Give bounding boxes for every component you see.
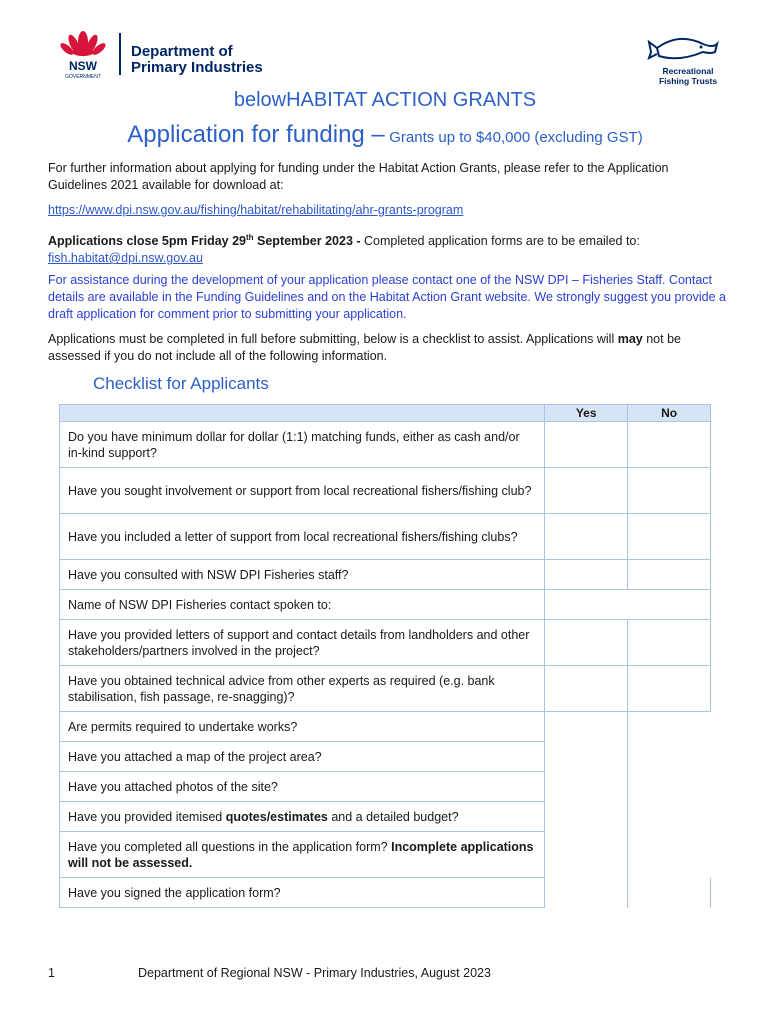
table-row bbox=[60, 468, 711, 514]
question-contact-name: Name of NSW DPI Fisheries contact spoken to: bbox=[60, 590, 545, 620]
subtitle-main: Application for funding – bbox=[127, 121, 385, 148]
yes-checkbox[interactable] bbox=[545, 666, 628, 712]
page-number: 1 bbox=[48, 966, 55, 980]
no-checkbox[interactable] bbox=[628, 468, 711, 514]
table-row bbox=[60, 514, 711, 560]
footer-text: Department of Regional NSW - Primary Industries, August 2023 bbox=[138, 966, 491, 980]
no-checkbox[interactable] bbox=[628, 666, 711, 712]
yes-checkbox[interactable] bbox=[545, 514, 628, 560]
yes-checkbox[interactable] bbox=[545, 560, 628, 590]
no-checkbox[interactable] bbox=[628, 620, 711, 666]
no-cell-empty bbox=[628, 712, 711, 742]
contact-name-field[interactable] bbox=[545, 590, 711, 620]
nsw-logo-text: NSW bbox=[69, 59, 97, 73]
document-title: belowHABITAT ACTION GRANTS bbox=[233, 89, 537, 111]
closing-date-text: Applications close 5pm Friday 29th September 2023 - bbox=[48, 233, 361, 249]
question-landholder-letters: Have you provided letters of support and contact details from landholders and other stakeholders/partners involved in the project? bbox=[60, 620, 545, 666]
yes-cell-empty bbox=[545, 742, 628, 772]
table-row bbox=[60, 422, 711, 468]
nsw-waratah-logo bbox=[56, 28, 110, 80]
table-row bbox=[60, 802, 711, 832]
table-header-row bbox=[60, 405, 711, 422]
rft-line-2: Fishing Trusts bbox=[658, 76, 718, 86]
table-row bbox=[60, 832, 711, 878]
no-checkbox[interactable] bbox=[628, 514, 711, 560]
table-row bbox=[60, 666, 711, 712]
yes-checkbox[interactable] bbox=[545, 422, 628, 468]
no-checkbox[interactable] bbox=[628, 422, 711, 468]
no-cell-empty bbox=[628, 832, 711, 878]
checklist-table bbox=[59, 404, 711, 908]
table-row bbox=[60, 620, 711, 666]
no-cell-empty bbox=[628, 772, 711, 802]
yes-cell-empty bbox=[545, 802, 628, 832]
question-quotes-budget: Have you provided itemised quotes/estimates and a detailed budget? bbox=[60, 802, 545, 832]
question-consulted-dpi: Have you consulted with NSW DPI Fisheries staff? bbox=[60, 560, 545, 590]
question-letter-of-support: Have you included a letter of support from local recreational fishers/fishing clubs? bbox=[60, 514, 545, 560]
table-row bbox=[60, 590, 711, 620]
question-technical-advice: Have you obtained technical advice from other experts as required (e.g. bank stabilisation, fish passage, re-snagging)? bbox=[60, 666, 545, 712]
question-local-involvement: Have you sought involvement or support from local recreational fishers/fishing club? bbox=[60, 468, 545, 514]
yes-cell-empty bbox=[545, 772, 628, 802]
yes-column-header: Yes bbox=[545, 405, 628, 422]
guidelines-link[interactable]: https://www.dpi.nsw.gov.au/fishing/habitat/rehabilitating/ahr-grants-program bbox=[48, 203, 464, 217]
no-cell-empty bbox=[628, 878, 711, 908]
table-row bbox=[60, 712, 711, 742]
table-row bbox=[60, 560, 711, 590]
completion-paragraph: Applications must be completed in full before submitting, below is a checklist to assist. Applications will may not be assessed if you do not include all of the following information. bbox=[48, 332, 681, 363]
submission-instruction: Completed application forms are to be emailed to: bbox=[360, 234, 640, 249]
no-cell-empty bbox=[628, 802, 711, 832]
department-line-2: Primary Industries bbox=[131, 59, 263, 76]
subtitle-grant-amount: Grants up to $40,000 (excluding GST) bbox=[389, 129, 643, 146]
no-column-header: No bbox=[628, 405, 711, 422]
nsw-logo-subtext: GOVERNMENT bbox=[65, 74, 101, 80]
document-subtitle bbox=[0, 121, 770, 149]
no-checkbox[interactable] bbox=[628, 560, 711, 590]
no-cell-empty bbox=[628, 742, 711, 772]
logo-divider bbox=[119, 33, 121, 75]
yes-checkbox[interactable] bbox=[545, 468, 628, 514]
intro-paragraph: For further information about applying for funding under the Habitat Action Grants, please refer to the Application Guidelines 2021 available for download at: bbox=[48, 161, 669, 192]
question-column-header bbox=[60, 405, 545, 422]
question-project-map: Have you attached a map of the project area? bbox=[60, 742, 545, 772]
may-emphasis: may bbox=[617, 332, 643, 346]
table-row bbox=[60, 742, 711, 772]
yes-cell-empty bbox=[545, 712, 628, 742]
question-all-completed: Have you completed all questions in the application form? Incomplete applications will not be assessed. bbox=[60, 832, 545, 878]
yes-cell-empty bbox=[545, 878, 628, 908]
submission-email-link[interactable]: fish.habitat@dpi.nsw.gov.au bbox=[48, 251, 203, 266]
question-signed-form: Have you signed the application form? bbox=[60, 878, 545, 908]
department-name bbox=[131, 44, 263, 76]
question-matching-funds: Do you have minimum dollar for dollar (1:1) matching funds, either as cash and/or in-kind support? bbox=[60, 422, 545, 468]
recreational-fishing-trusts-logo bbox=[648, 66, 728, 86]
yes-checkbox[interactable] bbox=[545, 620, 628, 666]
rft-line-1: Recreational bbox=[662, 66, 714, 76]
checklist-heading: Checklist for Applicants bbox=[93, 374, 269, 393]
department-line-1: Department of bbox=[131, 43, 233, 60]
table-row bbox=[60, 772, 711, 802]
closing-date-paragraph bbox=[48, 229, 728, 267]
table-row bbox=[60, 878, 711, 908]
question-site-photos: Have you attached photos of the site? bbox=[60, 772, 545, 802]
assistance-paragraph: For assistance during the development of your application please contact one of the NSW DPI – Fisheries Staff. Contact details are available in the Funding Guidelines and on the Habitat Action Grant website. We strongly suggest you provide a draft application for comment prior to submitting your application. bbox=[48, 273, 726, 321]
page-header bbox=[0, 0, 770, 90]
question-permits: Are permits required to undertake works? bbox=[60, 712, 545, 742]
yes-cell-empty bbox=[545, 832, 628, 878]
